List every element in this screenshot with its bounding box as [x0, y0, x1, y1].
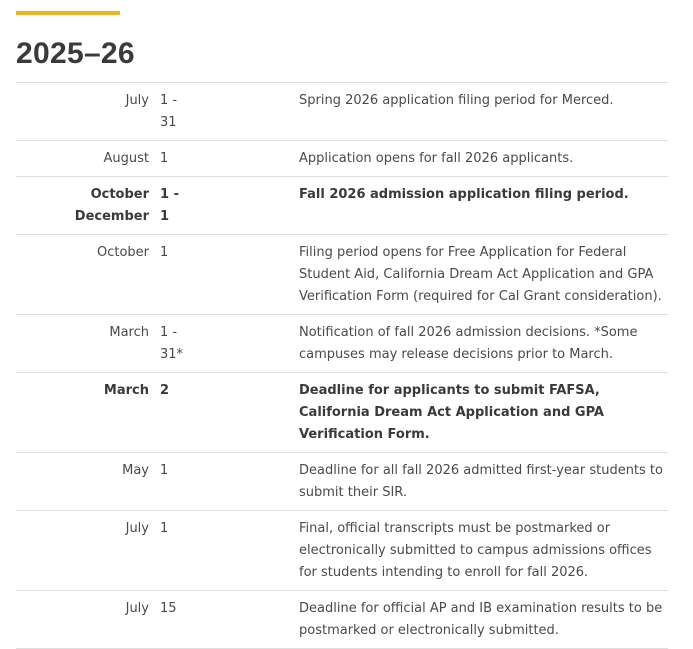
day-cell: 1 [160, 151, 169, 166]
table-row [16, 83, 668, 141]
description-cell: Deadline for all fall 2026 admitted first-year students to submit their SIR. [299, 463, 663, 500]
description-cell: Fall 2026 admission application filing period. [299, 187, 629, 202]
month-cell: July [125, 601, 149, 616]
year-heading: 2025–26 [16, 37, 135, 70]
table-row [16, 511, 668, 591]
month-cell: October December [74, 187, 149, 224]
day-cell: 1 - 1 [160, 187, 179, 224]
description-cell: Spring 2026 application filing period for Merced. [299, 93, 614, 108]
month-cell: May [122, 463, 149, 478]
day-cell: 1 - 31 [160, 93, 178, 130]
day-cell: 1 [160, 521, 169, 536]
month-cell: October [96, 245, 149, 260]
description-cell: Application opens for fall 2026 applicants. [299, 151, 574, 166]
table-row [16, 591, 668, 649]
description-cell: Filing period opens for Free Application for Federal Student Aid, California Dream Act Application and GPA Verification Form (required for Cal Grant consideration). [299, 245, 662, 304]
table-row [16, 315, 668, 373]
day-cell: 2 [160, 383, 170, 398]
day-cell: 15 [160, 601, 177, 616]
table-row [16, 235, 668, 315]
day-cell: 1 - 31* [160, 325, 184, 362]
description-cell: Notification of fall 2026 admission decisions. *Some campuses may release decisions prior to March. [299, 325, 638, 362]
table-row [16, 141, 668, 177]
description-cell: Final, official transcripts must be postmarked or electronically submitted to campus admissions offices for students intending to enroll for fall 2026. [299, 521, 652, 580]
month-cell: July [125, 93, 149, 108]
day-cell: 1 [160, 245, 169, 260]
accent-bar [16, 11, 120, 15]
table-row [16, 453, 668, 511]
day-cell: 1 [160, 463, 169, 478]
description-cell: Deadline for applicants to submit FAFSA, California Dream Act Application and GPA Verification Form. [299, 383, 604, 442]
table-row [16, 373, 668, 453]
month-cell: July [125, 521, 149, 536]
table-row [16, 177, 668, 235]
month-cell: March [103, 383, 149, 398]
month-cell: August [103, 151, 149, 166]
deadline-table [16, 82, 668, 649]
month-cell: March [109, 325, 149, 340]
description-cell: Deadline for official AP and IB examination results to be postmarked or electronically submitted. [299, 601, 663, 638]
